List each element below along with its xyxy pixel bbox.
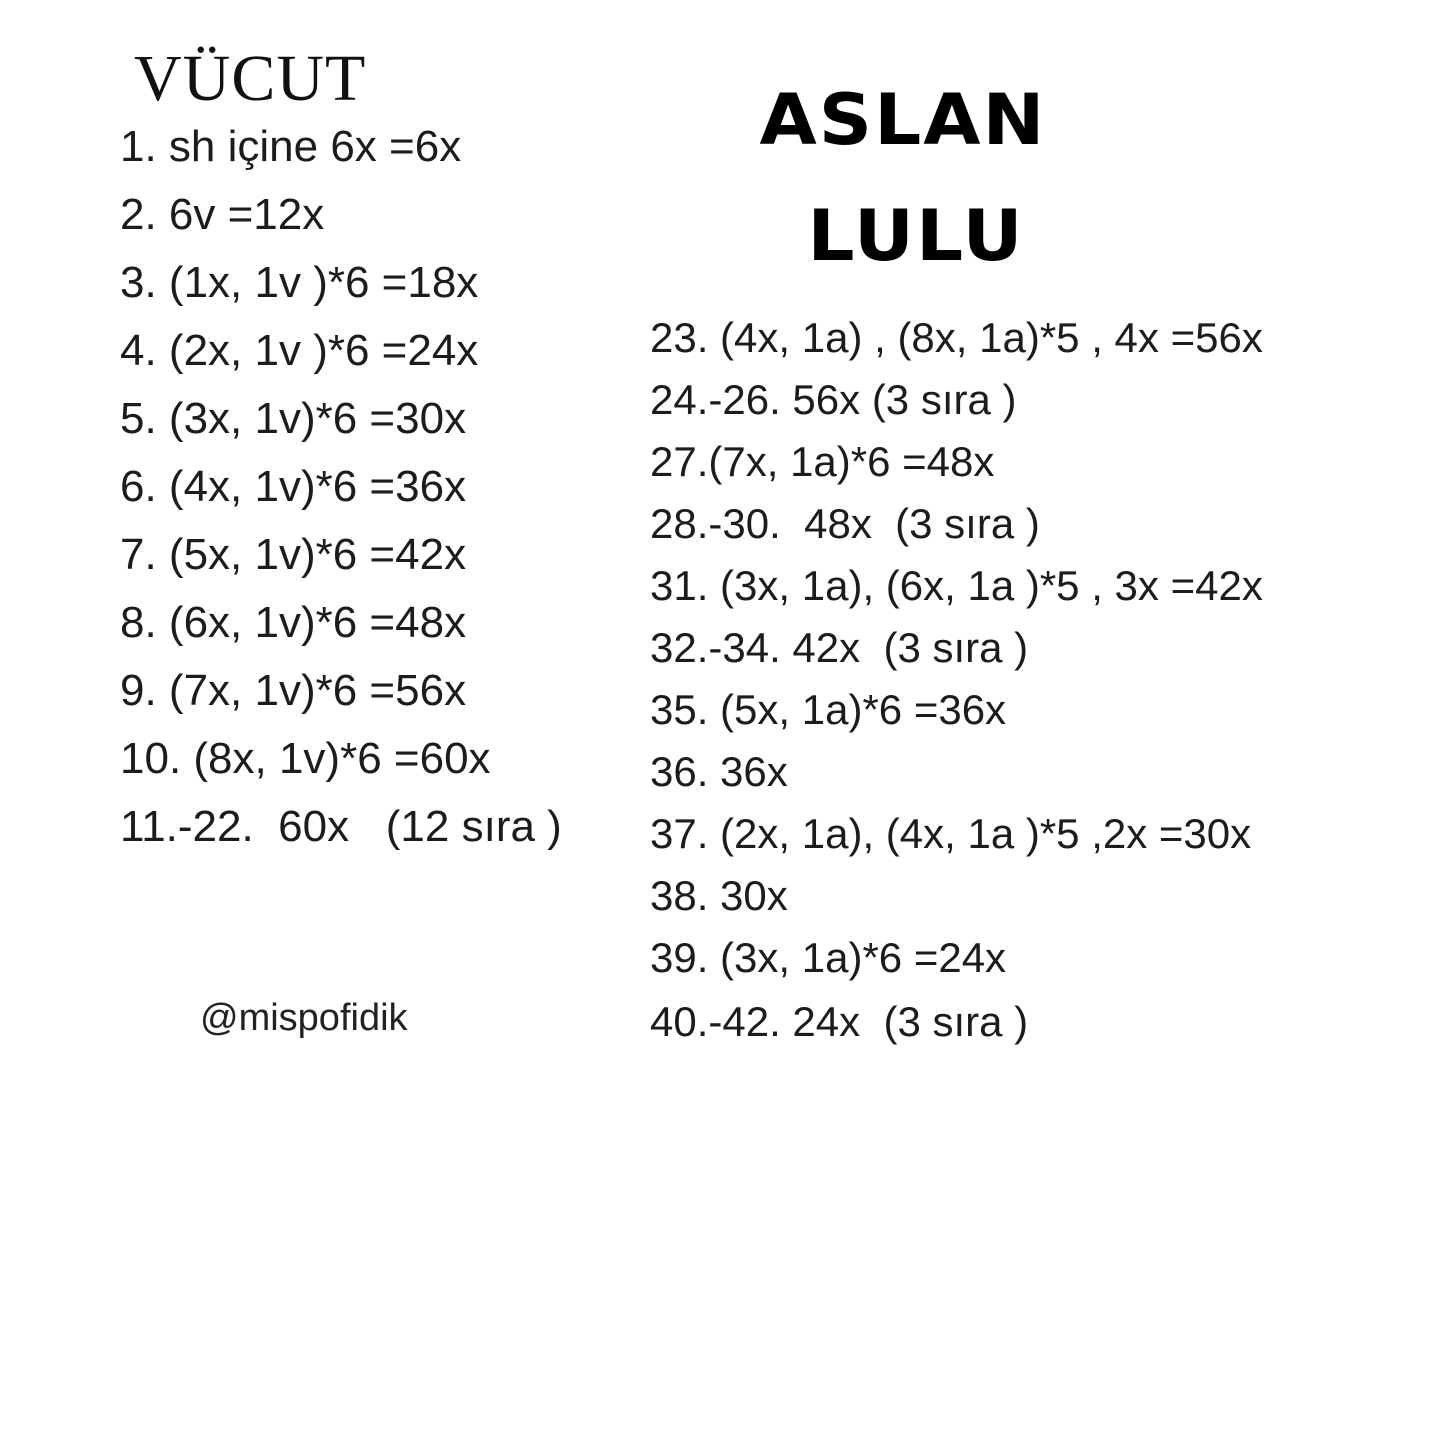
pattern-row: 40.-42. 24x (3 sıra ) bbox=[650, 998, 1029, 1045]
pattern-row: 8. (6x, 1v)*6 =48x bbox=[120, 598, 467, 647]
pattern-row: 35. (5x, 1a)*6 =36x bbox=[650, 686, 1007, 733]
pattern-row: 39. (3x, 1a)*6 =24x bbox=[650, 934, 1007, 981]
author-credit: @mispofidik bbox=[200, 997, 408, 1039]
pattern-row: 9. (7x, 1v)*6 =56x bbox=[120, 666, 467, 715]
pattern-row: 2. 6v =12x bbox=[120, 190, 325, 239]
brand-title-lulu: LULU bbox=[807, 195, 1025, 277]
pattern-row: 27.(7x, 1a)*6 =48x bbox=[650, 438, 995, 485]
pattern-row: 3. (1x, 1v )*6 =18x bbox=[120, 258, 479, 307]
pattern-row: 4. (2x, 1v )*6 =24x bbox=[120, 326, 479, 375]
pattern-row: 36. 36x bbox=[650, 748, 788, 795]
pattern-row: 6. (4x, 1v)*6 =36x bbox=[120, 462, 467, 511]
pattern-row: 31. (3x, 1a), (6x, 1a )*5 , 3x =42x bbox=[650, 562, 1263, 609]
brand-title-aslan: ASLAN bbox=[759, 79, 1047, 161]
pattern-row: 24.-26. 56x (3 sıra ) bbox=[650, 376, 1017, 423]
pattern-row: 5. (3x, 1v)*6 =30x bbox=[120, 394, 467, 443]
pattern-row: 11.-22. 60x (12 sıra ) bbox=[120, 802, 562, 851]
section-title-vucut: VÜCUT bbox=[134, 42, 367, 115]
pattern-row: 28.-30. 48x (3 sıra ) bbox=[650, 500, 1040, 547]
pattern-row: 1. sh içine 6x =6x bbox=[120, 122, 462, 171]
pattern-row: 37. (2x, 1a), (4x, 1a )*5 ,2x =30x bbox=[650, 810, 1252, 857]
pattern-row: 7. (5x, 1v)*6 =42x bbox=[120, 530, 467, 579]
pattern-row: 32.-34. 42x (3 sıra ) bbox=[650, 624, 1029, 671]
pattern-row: 23. (4x, 1a) , (8x, 1a)*5 , 4x =56x bbox=[650, 314, 1263, 361]
pattern-row: 38. 30x bbox=[650, 872, 788, 919]
pattern-row: 10. (8x, 1v)*6 =60x bbox=[120, 734, 491, 783]
